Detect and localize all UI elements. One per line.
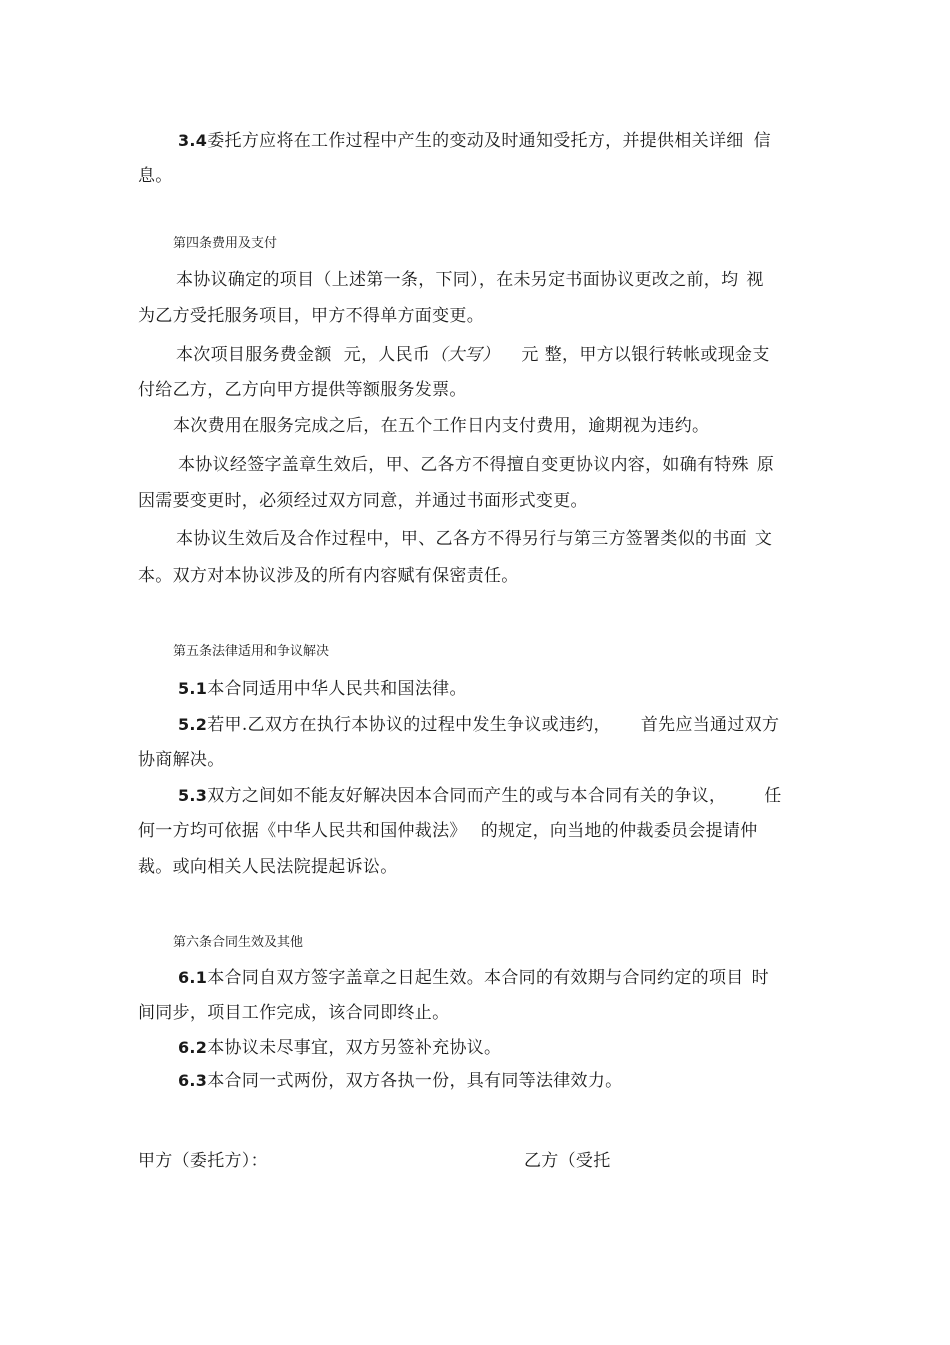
clause-6-2 bbox=[178, 1038, 848, 1058]
clause-4-p5-line-2 bbox=[138, 566, 808, 586]
paragraph-text: 本协议生效后及合作过程中，甲、乙各方不得另行与第三方签署类似的书面 bbox=[176, 529, 747, 549]
clause-4-p4-line-2 bbox=[138, 491, 808, 511]
party-b-label: 乙方（受托 bbox=[524, 1151, 611, 1171]
rmb-label: 元，人民币 bbox=[343, 345, 431, 365]
clause-number: 5.3 bbox=[178, 786, 208, 805]
clause-text-tail: 时 bbox=[751, 968, 769, 988]
clause-5-2-line-2 bbox=[138, 750, 808, 770]
clause-5-1 bbox=[178, 679, 848, 699]
paragraph-text-tail: 原 bbox=[756, 455, 775, 475]
clause-number: 6.2 bbox=[178, 1038, 208, 1057]
clause-text: 若甲.乙双方在执行本协议的过程中发生争议或违约， bbox=[207, 715, 611, 735]
paragraph-text: 本次费用在服务完成之后，在五个工作日内支付费用，逾期视为违约。 bbox=[173, 416, 710, 436]
clause-6-3 bbox=[178, 1071, 848, 1091]
payment-text: 整，甲方以银行转帐或现金支 bbox=[544, 345, 770, 365]
section-heading-4: 第四条费用及支付 bbox=[173, 236, 278, 251]
party-a-signature-label bbox=[138, 1151, 338, 1171]
clause-text: 本合同自双方签字盖章之日起生效。本合同的有效期与合同约定的项目 bbox=[207, 968, 744, 988]
party-a-label: 甲方（委托方）： bbox=[138, 1151, 268, 1171]
clause-4-p2-line-1 bbox=[176, 345, 846, 365]
clause-text: 何一方均可依据《中华人民共和国仲裁法》 bbox=[138, 821, 467, 841]
clause-5-2-line-1 bbox=[178, 715, 848, 735]
clause-number: 3.4 bbox=[178, 131, 208, 150]
paragraph-text: 本。双方对本协议涉及的所有内容赋有保密责任。 bbox=[138, 566, 519, 586]
clause-3-4-line-2 bbox=[138, 166, 808, 186]
party-b-signature-label bbox=[524, 1151, 674, 1171]
clause-text: 双方之间如不能友好解决因本合同而产生的或与本合同有关的争议， bbox=[207, 786, 727, 806]
clause-text: 的规定，向当地的仲裁委员会提请仲 bbox=[480, 821, 758, 841]
paragraph-text: 为乙方受托服务项目，甲方不得单方面变更。 bbox=[138, 306, 484, 326]
clause-text: 协商解决。 bbox=[138, 750, 225, 770]
clause-text: 本协议未尽事宜，双方另签补充协议。 bbox=[207, 1038, 502, 1058]
paragraph-text-tail: 文 bbox=[754, 529, 773, 549]
fee-amount-label: 本次项目服务费金额 bbox=[176, 345, 332, 365]
clause-text: 间同步，项目工作完成，该合同即终止。 bbox=[138, 1003, 450, 1023]
clause-text-tail: 任 bbox=[764, 786, 782, 806]
clause-6-1-line-1 bbox=[178, 968, 848, 988]
clause-3-4-line-1 bbox=[178, 131, 848, 151]
paragraph-text: 本协议确定的项目（上述第一条，下同），在未另定书面协议更改之前，均 bbox=[176, 270, 739, 290]
clause-4-p5-line-1 bbox=[176, 529, 846, 549]
clause-text-tail: 信 bbox=[753, 131, 771, 151]
paragraph-text: 付给乙方，乙方向甲方提供等额服务发票。 bbox=[138, 380, 467, 400]
clause-number: 5.1 bbox=[178, 679, 208, 698]
clause-text: 本合同一式两份，双方各执一份，具有同等法律效力。 bbox=[207, 1071, 623, 1091]
clause-text: 息。 bbox=[138, 166, 173, 186]
clause-5-3-line-1 bbox=[178, 786, 848, 806]
yuan-label: 元 bbox=[521, 345, 539, 365]
section-heading-6: 第六条合同生效及其他 bbox=[173, 935, 304, 950]
clause-text-tail: 首先应当通过双方 bbox=[640, 715, 780, 735]
paragraph-text: 本协议经签字盖章生效后，甲、乙各方不得擅自变更协议内容，如确有特殊 bbox=[178, 455, 749, 475]
paragraph-text: 因需要变更时，必须经过双方同意，并通过书面形式变更。 bbox=[138, 491, 588, 511]
clause-4-p3 bbox=[173, 416, 843, 436]
clause-number: 6.1 bbox=[178, 968, 208, 987]
paragraph-text-tail: 视 bbox=[746, 270, 764, 290]
clause-4-p4-line-1 bbox=[178, 455, 848, 475]
clause-5-3-line-2 bbox=[138, 821, 808, 841]
clause-4-p1-line-2 bbox=[138, 306, 808, 326]
clause-number: 6.3 bbox=[178, 1071, 208, 1090]
clause-4-p2-line-2 bbox=[138, 380, 808, 400]
clause-number: 5.2 bbox=[178, 715, 208, 734]
uppercase-label: （大写） bbox=[430, 345, 500, 365]
clause-text: 裁。或向相关人民法院提起诉讼。 bbox=[138, 857, 398, 877]
clause-4-p1-line-1 bbox=[176, 270, 846, 290]
clause-6-1-line-2 bbox=[138, 1003, 808, 1023]
clause-5-3-line-3 bbox=[138, 857, 808, 877]
section-heading-5: 第五条法律适用和争议解决 bbox=[173, 644, 330, 659]
clause-text: 委托方应将在工作过程中产生的变动及时通知受托方，并提供相关详细 bbox=[207, 131, 744, 151]
clause-text: 本合同适用中华人民共和国法律。 bbox=[207, 679, 467, 699]
